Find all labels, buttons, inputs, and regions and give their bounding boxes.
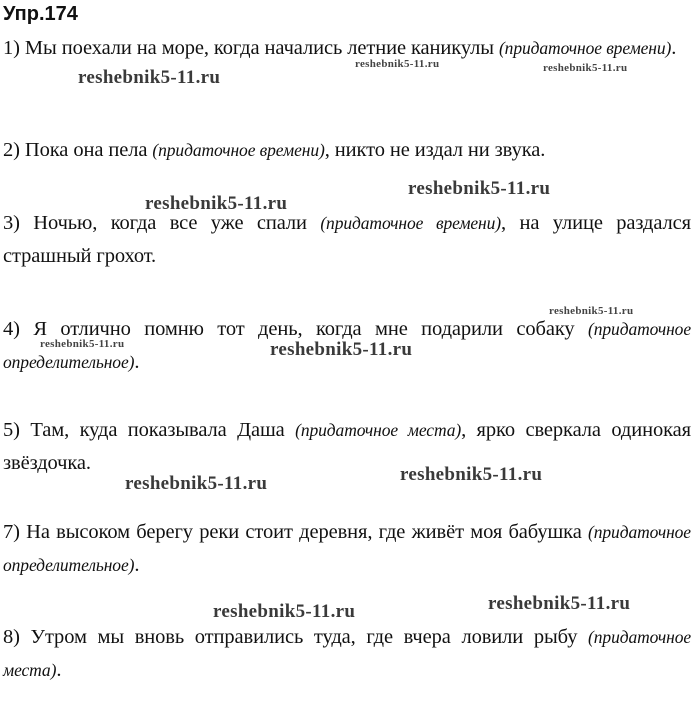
sentence-4-note: (придаточное определительное) (3, 319, 691, 372)
sentence-5-text: 5) Там, куда показывала Даша (3, 419, 285, 441)
sentence-1-end: . (671, 37, 677, 59)
watermark: reshebnik5-11.ru (488, 593, 631, 614)
watermark: reshebnik5-11.ru (270, 339, 413, 360)
sentence-8-end: . (56, 659, 62, 681)
sentence-7-text: 7) На высоком берегу реки стоит деревня, где живёт моя бабушка (3, 521, 582, 543)
sentence-7-end: . (134, 554, 140, 576)
sentence-8 (3, 621, 691, 687)
sentence-7 (3, 516, 691, 582)
sentence-3-text: 3) Ночью, когда все уже спали (3, 212, 307, 234)
watermark: reshebnik5-11.ru (78, 67, 221, 88)
sentence-5-end: , ярко сверкала одинокая звёздочка. (3, 419, 692, 474)
sentence-4-text: 4) Я отлично помню тот день, когда мне подарили собаку (3, 318, 575, 340)
watermark: reshebnik5-11.ru (355, 58, 440, 70)
watermark: reshebnik5-11.ru (213, 601, 356, 622)
watermark: reshebnik5-11.ru (145, 193, 288, 214)
sentence-8-note: (придаточное места) (3, 627, 692, 680)
sentence-2-note: (придаточное времени) (152, 140, 325, 160)
sentence-2-text: 2) Пока она пела (3, 139, 148, 161)
sentence-3-note: (придаточное времени) (320, 213, 502, 233)
sentence-5-note: (придаточное места) (295, 420, 462, 440)
watermark: reshebnik5-11.ru (543, 62, 628, 74)
sentence-7-note: (придаточное определительное) (3, 522, 691, 575)
watermark: reshebnik5-11.ru (125, 473, 268, 494)
watermark: reshebnik5-11.ru (40, 338, 125, 350)
exercise-title: Упр.174 (3, 3, 78, 25)
watermark: reshebnik5-11.ru (400, 464, 543, 485)
watermark: reshebnik5-11.ru (408, 178, 551, 199)
sentence-1-text: 1) Мы поехали на море, когда начались летние каникулы (3, 37, 494, 59)
watermark: reshebnik5-11.ru (549, 305, 634, 317)
sentence-1-note: (придаточное времени) (498, 38, 672, 58)
sentence-3-end: , на улице раздался страшный грохот. (3, 212, 691, 267)
sentence-2-end: , никто не издал ни звука. (324, 139, 546, 161)
sentence-4-end: . (134, 351, 140, 373)
sentence-3 (3, 207, 691, 273)
sentence-8-text: 8) Утром мы вновь отправились туда, где вчера ловили рыбу (3, 626, 578, 648)
sentence-2 (3, 134, 691, 167)
sentence-5 (3, 414, 691, 480)
sentence-1 (3, 32, 691, 65)
